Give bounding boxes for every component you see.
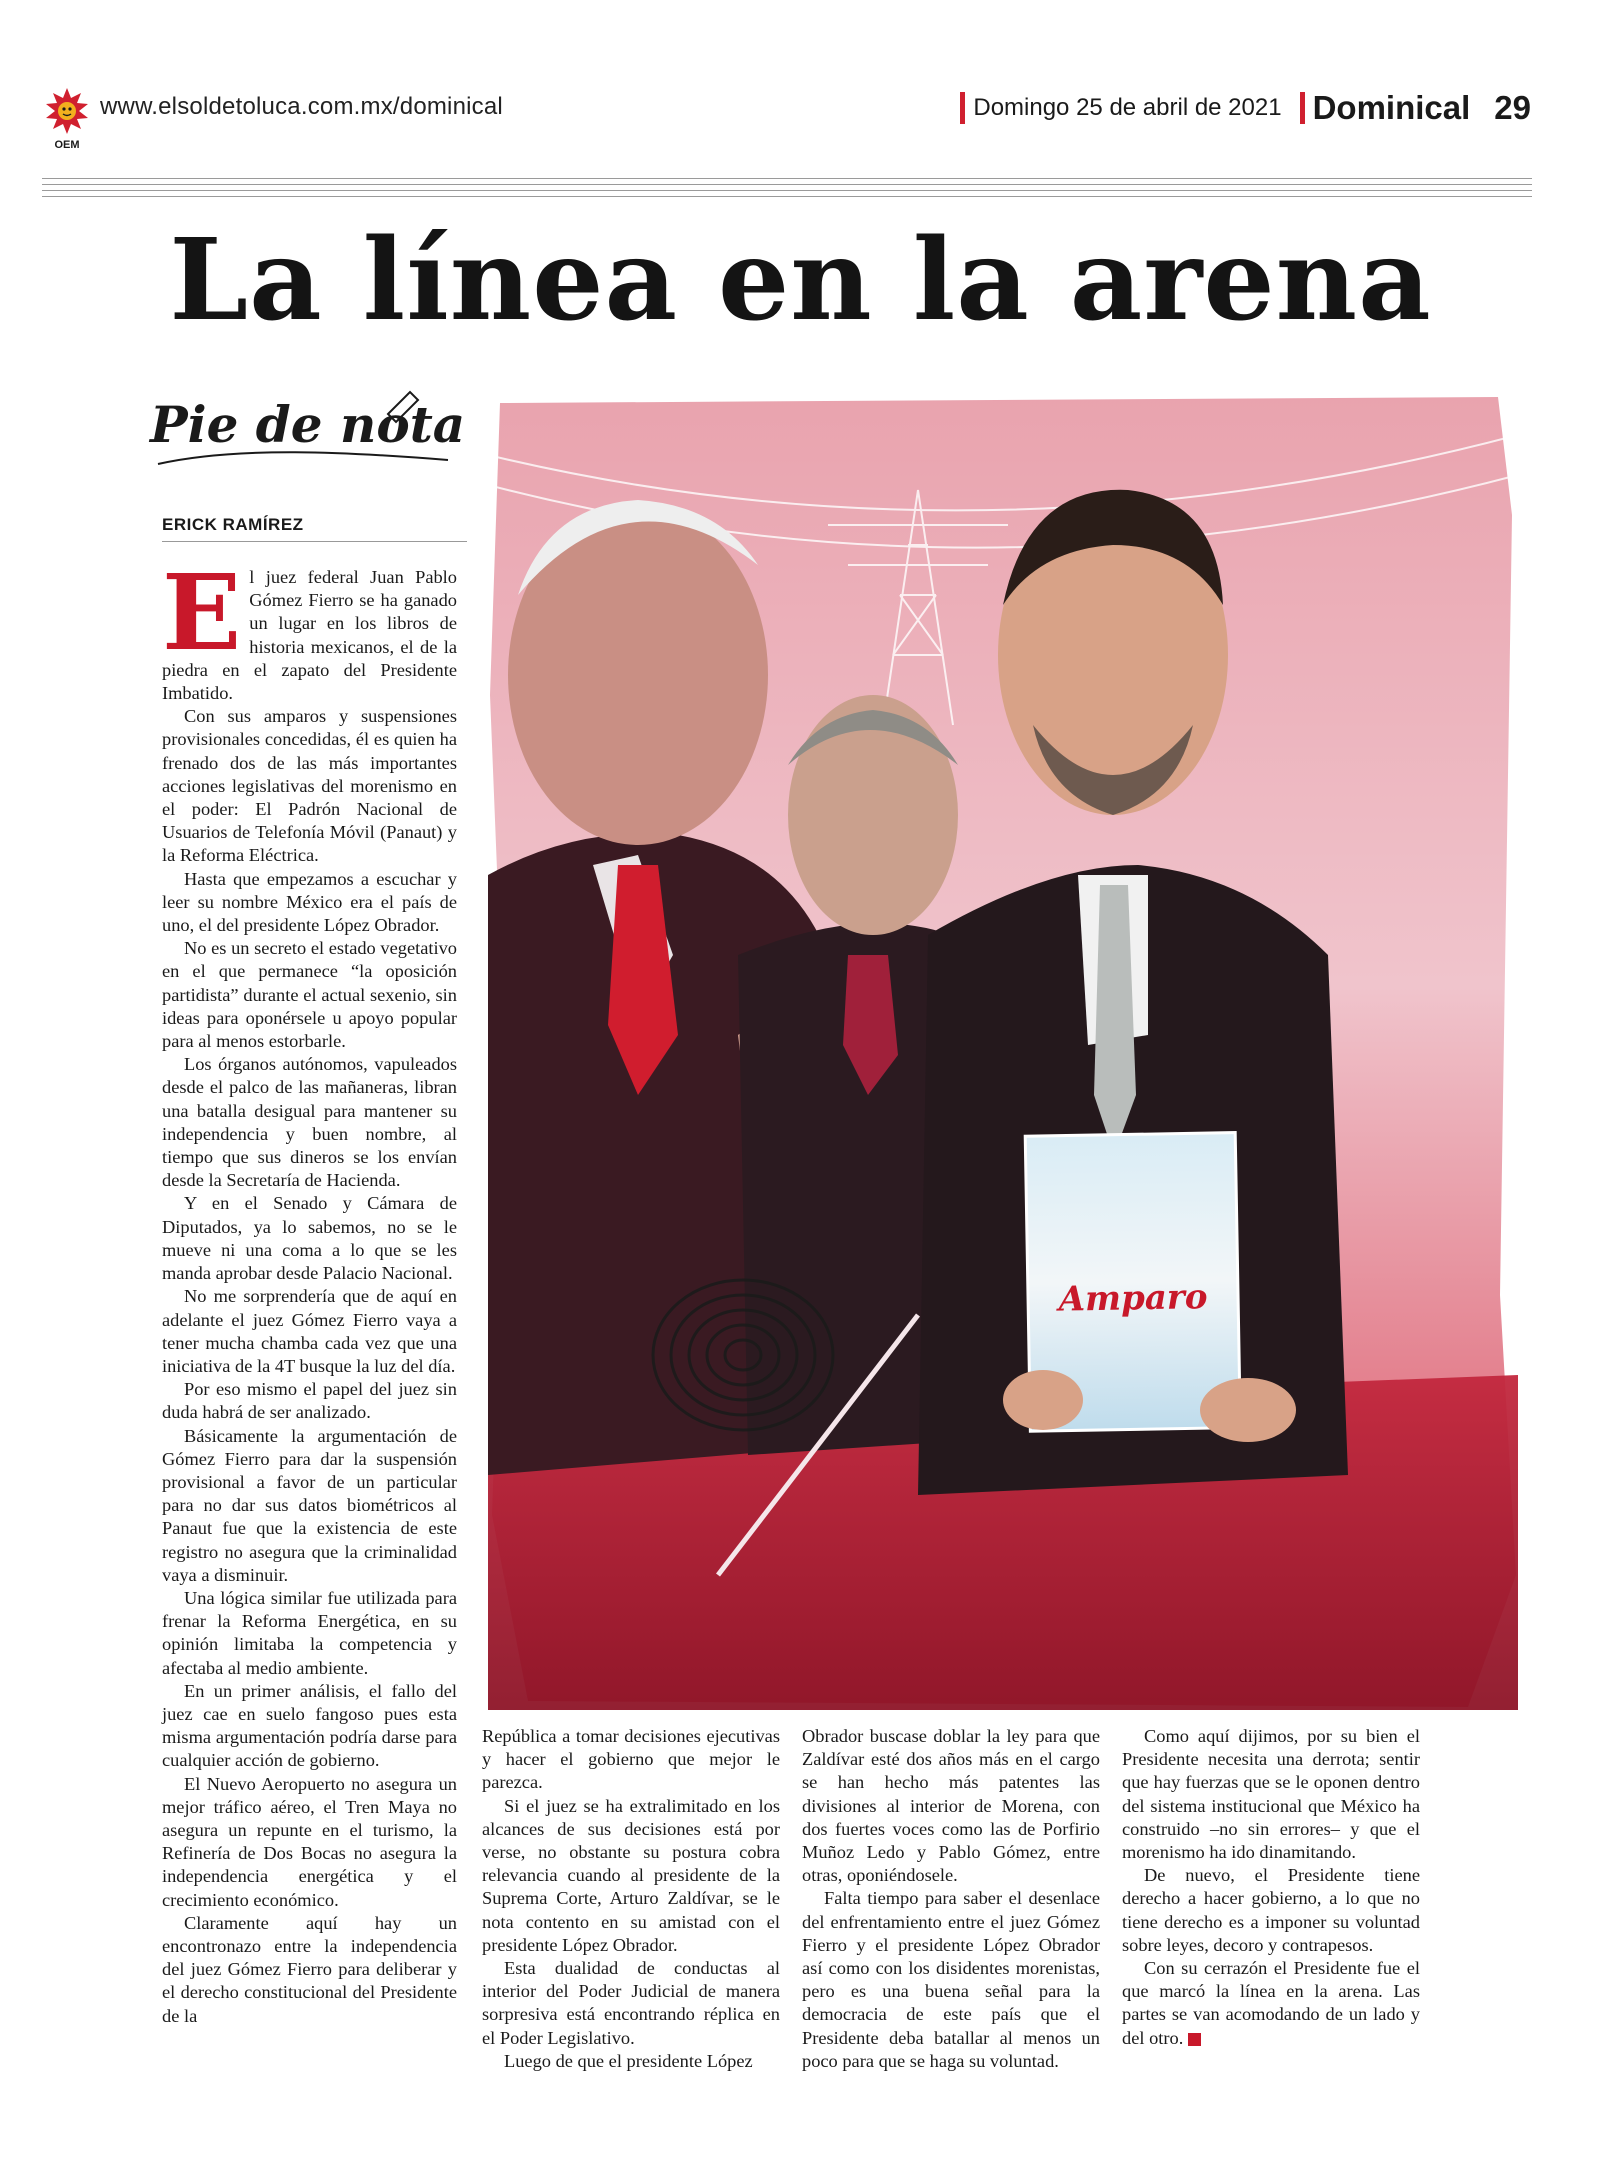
paragraph: Hasta que empezamos a escuchar y leer su nombre México era el país de uno, el del presidente López Obrador. xyxy=(162,868,457,936)
author-rule xyxy=(162,541,467,542)
header-rule xyxy=(42,178,1532,179)
article-lead: El juez federal Juan Pablo Gómez Fierro se ha ganado un lugar en los libros de historia mexicanos, el de la piedra en el zapato del Presidente Imbatido. xyxy=(162,551,457,704)
paragraph: Obrador buscase doblar la ley para que Zaldívar esté dos años más en el cargo se han hecho más patentes las divisiones al interior de Morena, con dos fuertes voces como las de Porfirio Muñoz Ledo y Pablo Gómez, entre otras, oponiéndosele. xyxy=(802,1726,1100,1886)
paragraph: Esta dualidad de conductas al interior del Poder Judicial de manera sorpresiva está encontrando réplica en el Poder Legislativo. xyxy=(482,1958,780,2048)
oem-logo xyxy=(42,86,92,152)
paragraph: Por eso mismo el papel del juez sin duda habrá de ser analizado. xyxy=(162,1379,457,1423)
site-url[interactable]: www.elsoldetoluca.com.mx/dominical xyxy=(100,93,503,120)
paragraph: De nuevo, el Presidente tiene derecho a hacer gobierno, a lo que no tiene derecho es a imponer su voluntad sobre leyes, decoro y contrapesos. xyxy=(1122,1865,1420,1955)
paragraph: Los órganos autónomos, vapuleados desde el palco de las mañaneras, libran una batalla desigual para mantener su independencia y buen nombre, al tiempo que sus dineros se los envían desde la Secretaría de Hacienda. xyxy=(162,1054,457,1191)
svg-text:Pie de nota: Pie de nota xyxy=(150,395,466,454)
page-title: La línea en la arena xyxy=(169,215,1432,346)
header-rule xyxy=(42,196,1532,197)
article-column-3 xyxy=(802,1725,1100,2073)
drop-cap: E xyxy=(162,551,242,674)
paragraph: El Nuevo Aeropuerto no asegura un mejor tráfico aéreo, el Tren Maya no asegura un repunte en el turismo, la Refinería de Dos Bocas no asegura la independencia energética y el crecimiento económico. xyxy=(162,1773,457,1910)
issue-date: Domingo 25 de abril de 2021 xyxy=(973,94,1282,121)
article-column-4 xyxy=(1122,1725,1420,2050)
paragraph: Luego de que el presidente López xyxy=(504,2050,753,2071)
svg-text:Amparo: Amparo xyxy=(1058,1277,1208,1320)
svg-text:OEM: OEM xyxy=(54,139,80,151)
section-name: Dominical xyxy=(1312,89,1471,126)
page-meta xyxy=(960,86,1531,130)
end-of-article-icon: ✚ xyxy=(1188,2033,1201,2046)
article-column-1 xyxy=(162,551,457,2028)
paragraph: Falta tiempo para saber el desenlace del enfrentamiento entre el juez Gómez Fierro y el presidente López Obrador así como con los disidentes morenistas, pero es una buena señal para la democracia de este país que el Presidente deba batallar al menos un poco para que se haga su voluntad. xyxy=(802,1888,1100,2071)
article-column-2 xyxy=(482,1725,780,2073)
editorial-illustration xyxy=(488,395,1518,1710)
paragraph: Como aquí dijimos, por su bien el Presidente necesita una derrota; sentir que hay fuerzas que se le oponen dentro del sistema institucional que México ha construido –no sin errores– y que el morenismo ha ido dinamitando. xyxy=(1122,1726,1420,1863)
date-marker xyxy=(960,92,965,124)
paragraph: Una lógica similar fue utilizada para frenar la Reforma Energética, en su opinión limitaba la competencia y afectaba al medio ambiente. xyxy=(162,1587,457,1678)
paragraph: República a tomar decisiones ejecutivas y hacer el gobierno que mejor le parezca. xyxy=(482,1726,780,1793)
paragraph: Básicamente la argumentación de Gómez Fierro para dar la suspensión provisional a favor de un particular para no dar sus datos biométricos al Panaut fue que la existencia de este registro no asegura que la criminalidad vaya a disminuir. xyxy=(162,1425,457,1585)
paragraph: Si el juez se ha extralimitado en los alcances de sus decisiones está por verse, no obstante su postura cobra relevancia cuando al presidente de la Suprema Corte, Arturo Zaldívar, se le nota contento en su amistad con el presidente López Obrador. xyxy=(482,1795,780,1955)
column-signature xyxy=(148,380,468,490)
paragraph: Con su cerrazón el Presidente fue el que marcó la línea en la arena. Las partes se van acomodando de un lado y del otro. ✚ xyxy=(1122,1958,1420,2048)
paragraph: No me sorprendería que de aquí en adelante el juez Gómez Fierro vaya a tener mucha chamba cada vez que una iniciativa de la 4T busque la luz del día. xyxy=(162,1286,457,1376)
section-marker xyxy=(1300,92,1305,124)
paragraph: Y en el Senado y Cámara de Diputados, ya lo sabemos, no se le mueve ni una coma a lo que se les manda aprobar desde Palacio Nacional. xyxy=(162,1193,457,1284)
page-number: 29 xyxy=(1494,89,1531,126)
paragraph: Claramente aquí hay un encontronazo entre la independencia del juez Gómez Fierro para deliberar y el derecho constitucional del Presidente de la xyxy=(162,1912,457,2026)
author-name: ERICK RAMÍREZ xyxy=(162,515,304,534)
paragraph: No es un secreto el estado vegetativo en el que permanece “la oposición partidista” durante el actual sexenio, sin ideas para oponérsele u apoyo popular para al menos estorbarle. xyxy=(162,938,457,1052)
paragraph: Con sus amparos y suspensiones provisionales concedidas, él es quien ha frenado dos de las más importantes acciones legislativas del morenismo en el poder: El Padrón Nacional de Usuarios de Telefonía Móvil (Panaut) y la Reforma Eléctrica. xyxy=(162,706,457,866)
header-rule xyxy=(42,190,1532,191)
paragraph: En un primer análisis, el fallo del juez cae en suelo fangoso pues esta misma argumentación podría darse para cualquier acción de gobierno. xyxy=(162,1680,457,1771)
header-rule xyxy=(42,184,1532,185)
